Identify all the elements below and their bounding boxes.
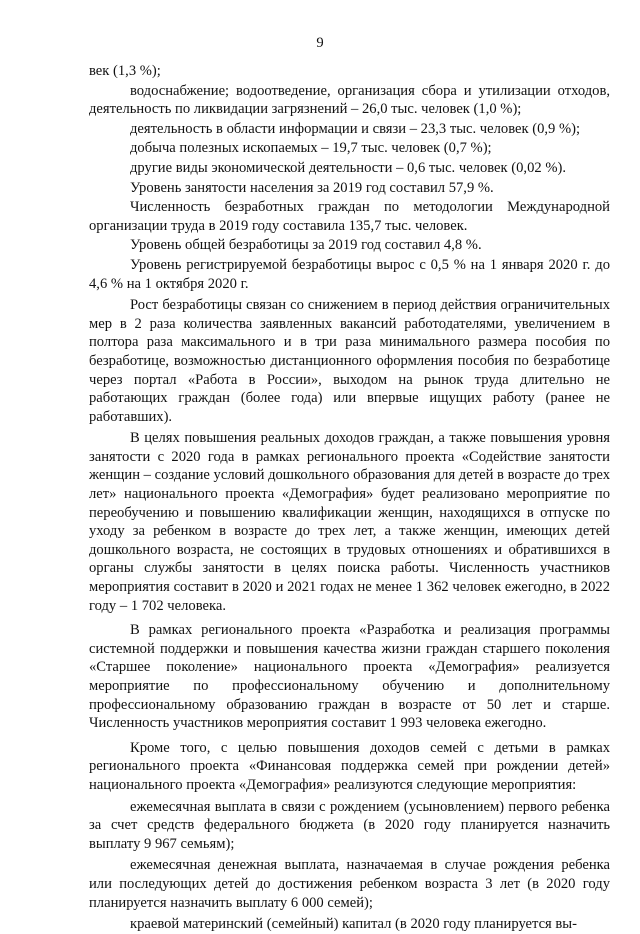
paragraph-maternity-capital: краевой материнский (семейный) капитал (в 2020 году планируется вы- (130, 916, 577, 933)
paragraph-employment-rate: Уровень занятости населения за 2019 год составил 57,9 %. (130, 179, 494, 196)
paragraph-continuation: век (1,3 %); (89, 63, 161, 79)
paragraph-family-support-project: Кроме того, с целью повышения доходов семей с детьми в рамках регионального проекта «Финансовая поддержка семей при рождении детей» национального проекта «Демография» реализуются следующие мероприятия: (89, 739, 610, 793)
paragraph-first-child-payment: ежемесячная выплата в связи с рождением (усыновлением) первого ребенка за счет средств федерального бюджета (в 2020 году планируется назначить выплату 9 967 семьям); (89, 798, 610, 852)
paragraph-information-communication: деятельность в области информации и связи – 23,3 тыс. человек (0,9 %); (130, 120, 581, 137)
paragraph-women-employment-project: В целях повышения реальных доходов граждан, а также повышения уровня занятости с 2020 года в рамках регионального проекта «Содействие занятости женщин – создание условий дошкольного образования для детей в возрасте до трех лет» национального проекта «Демография» будет реализовано мероприятие по переобучению и повышению квалификации женщин, находящихся в отпуске по уходу за ребенком в возрасте до трех лет, а также женщин, имеющих детей дошкольного возраста, не состоящих в трудовых отношениях и обратившихся в органы службы занятости в целях поиска работы. Численность участников мероприятия составит в 2020 и 2021 годах не менее 1 362 человек ежегодно, в 2022 году – 1 702 человека. (89, 430, 610, 614)
paragraph-total-unemployment: Уровень общей безработицы за 2019 год составил 4,8 %. (130, 237, 482, 254)
page-number: 9 (316, 35, 324, 51)
paragraph-older-generation-project: В рамках регионального проекта «Разработка и реализация программы системной поддержки и повышения качества жизни граждан старшего поколения «Старшее поколение» национального проекта «Демография» реализуется мероприятие по профессиональному обучению и дополнительному профессиональному образованию граждан в возрасте от 50 лет и старше. Численность участников мероприятия составит 1 993 человека ежегодно. (89, 622, 610, 732)
paragraph-unemployed-count: Численность безработных граждан по методологии Международной организации труда в 2019 году составила 135,7 тыс. человек. (89, 199, 610, 234)
paragraph-water-supply: водоснабжение; водоотведение, организация сбора и утилизации отходов, деятельность по ликвидации загрязнений – 26,0 тыс. человек (1,0 %); (89, 82, 610, 118)
paragraph-third-child-payment: ежемесячная денежная выплата, назначаемая в случае рождения ребенка или последующих детей до достижения ребенком возраста 3 лет (в 2020 году планируется назначить выплату 6 000 семей); (89, 857, 610, 911)
paragraph-mining: добыча полезных ископаемых – 19,7 тыс. человек (0,7 %); (130, 140, 492, 157)
paragraph-unemployment-growth: Рост безработицы связан со снижением в период действия ограничительных мер в 2 раза количества заявленных вакансий работодателями, увеличением в полтора раза максимального и в три раза минимального размера пособия по безработице, возможностью дистанционного оформления пособия по безработице через портал «Работа в России», выходом на рынок труда длительно не работающих граждан (более года) или впервые ищущих работу (ранее не работавших). (89, 297, 610, 425)
document-body (89, 62, 610, 934)
paragraph-registered-unemployment: Уровень регистрируемой безработицы вырос с 0,5 % на 1 января 2020 г. до 4,6 % на 1 октября 2020 г. (89, 256, 610, 292)
paragraph-other-activities: другие виды экономической деятельности – 0,6 тыс. человек (0,02 %). (130, 159, 566, 176)
